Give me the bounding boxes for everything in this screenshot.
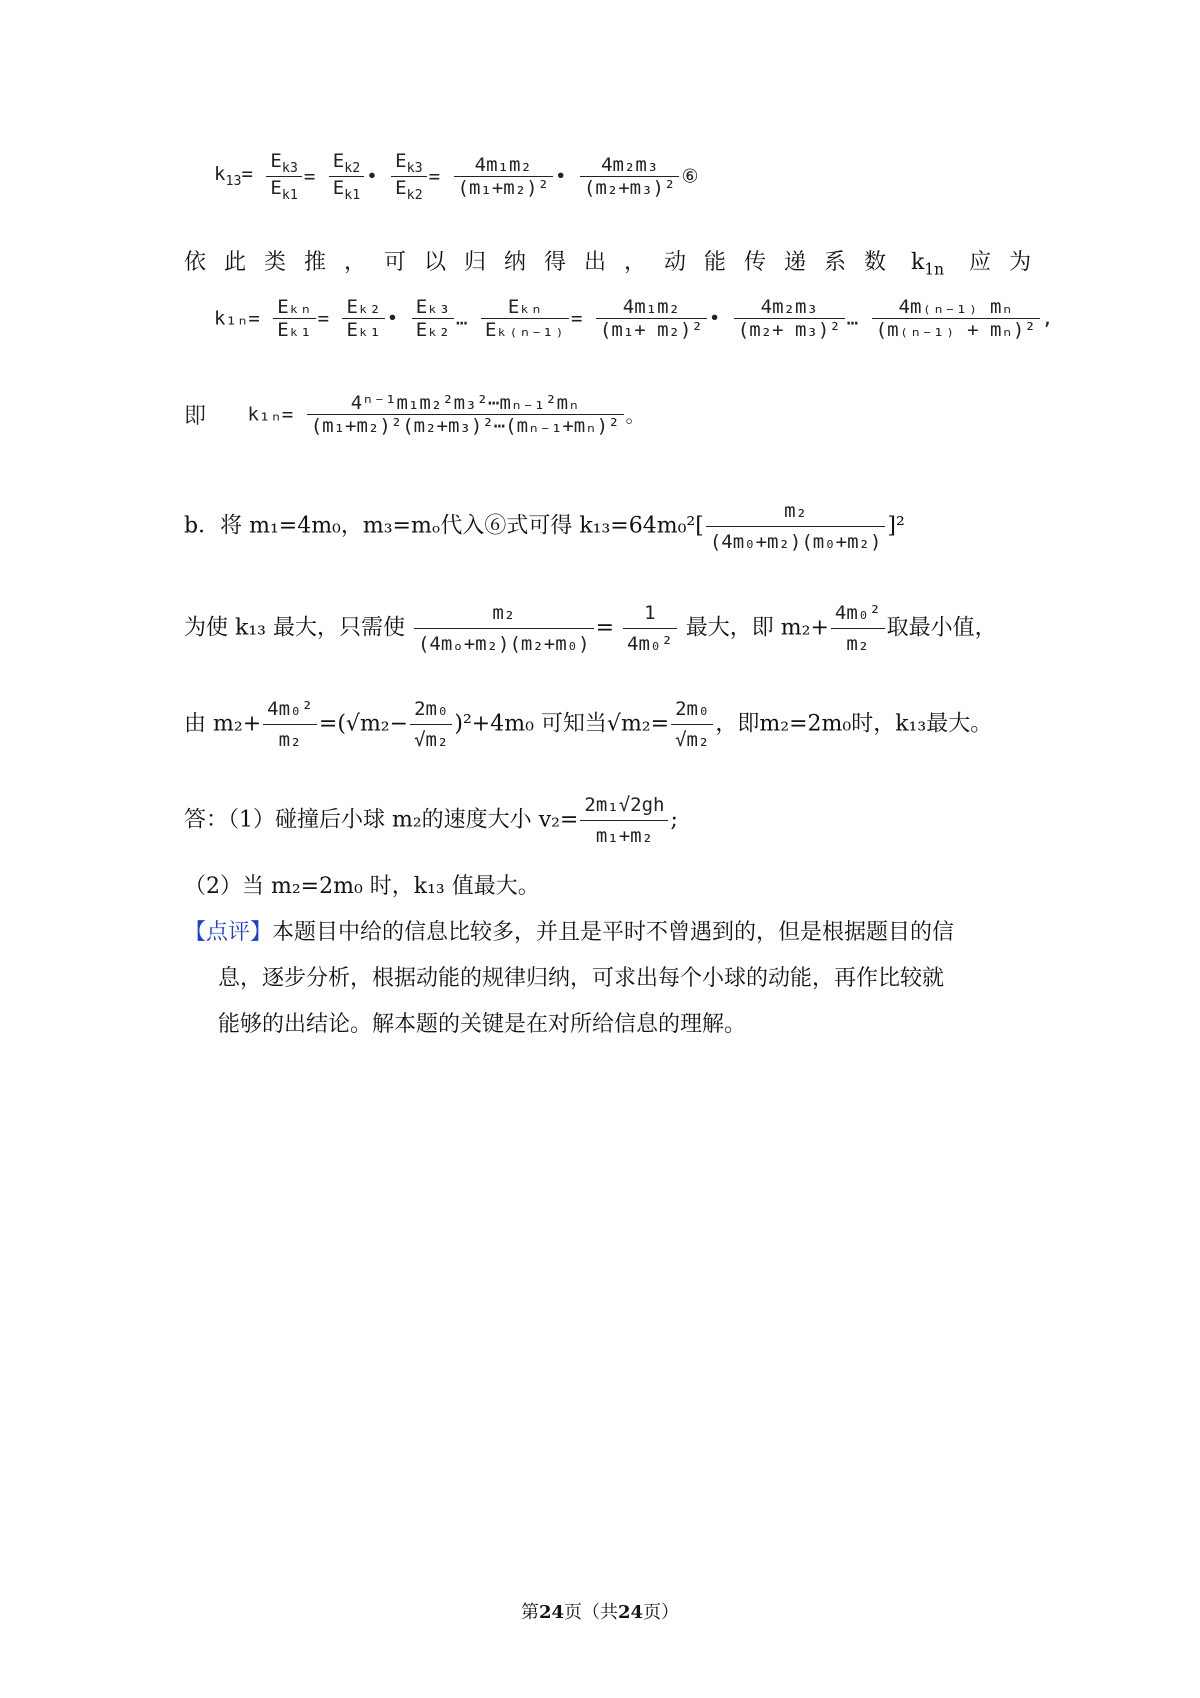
equation-product: 即 k₁ₙ= $\frac{\text{4ⁿ⁻¹m₁m₂²m₃²⋯mₙ₋₁²mₙ}}{\text{(m₁+m₂)²(m₂+m₃)²⋯(mₙ₋₁+mₙ)²}}$ 。 [184,392,645,437]
max-condition-line: 为使 k₁₃ 最大，只需使 $\frac{\text{m₂}}{\text{(4mₒ+m₂)(m₂+m₀)}}$ = $\frac{1}{\text{4m₀²}}$ 最大，即 m₂+ $\frac{\text{4m₀²}}{\text{m₂}}$ 取最小值， [184,598,997,659]
equation-k1n: k₁ₙ= $\frac{\text{Eₖₙ}}{\text{Eₖ₁}}$ = $\frac{\text{Eₖ₂}}{\text{Eₖ₁}}$ • $\frac{\text{Eₖ₃}}{\text{Eₖ₂}}$ … $\frac{\text{Eₖₙ}}{\text{Eₖ₍ₙ₋₁₎}}$ = $\frac{\text{4m₁m₂}}{\text{(m₁+ m₂)²}}$ • $\frac{\text{4m₂m₃}}{\text{(m₂+ m₃)²}}$ … $\frac{\text{4m₍ₙ₋₁₎ mₙ}}{\text{(m₍ₙ₋₁₎ + mₙ)²}}$ , [214,296,1054,341]
page-footer: 第24页（共24页） [520,1602,680,1623]
comment-line-3: 能够的出结论。解本题的关键是在对所给信息的理解。 [218,1012,747,1037]
comment-line-1: 【点评】本题目中给的信息比较多，并且是平时不曾遇到的，但是根据题目的信 [184,920,955,945]
answer-2: （2）当 m₂=2m₀ 时，k₁₃ 值最大。 [184,874,540,899]
induction-text: 依此类推，可以归纳得出，动能传递系数 $k_{1n}$ 应为 [184,250,1050,279]
equation-6: $k_{13}=$ $\frac{E_{k3}}{E_{k1}}$ = $\frac{E_{k2}}{E_{k1}}$ • $\frac{E_{k3}}{E_{k2}}$ = $\frac{\text{4m₁m₂}}{\text{(m₁+m₂)²}}$ • $\frac{\text{4m₂m₃}}{\text{(m₂+m₃)²}}$ ⑥ [214,150,699,203]
answer-1: 答：（1）碰撞后小球 m₂的速度大小 v₂= $\frac{\text{2m₁√2gh}}{\text{m₁+m₂}}$ ; [184,790,678,851]
part-b-line: b．将 m₁=4m₀，m₃=mₒ代入⑥式可得 k₁₃=64m₀²[ $\frac{\text{m₂}}{\text{(4m₀+m₂)(m₀+m₂)}}$ ]² [184,496,905,557]
comment-line-2: 息，逐步分析，根据动能的规律归纳，可求出每个小球的动能，再作比较就 [218,966,945,991]
minimum-derivation-line: 由 m₂+ $\frac{\text{4m₀²}}{\text{m₂}}$ =(√m₂− $\frac{\text{2m₀}}{\text{√m₂}}$ )²+4m₀ 可知当√m₂= $\frac{\text{2m₀}}{\text{√m₂}}$ ，即m₂=2m₀时，k₁₃最大。 [184,694,992,755]
comment-tag: 【点评】 [184,920,273,945]
